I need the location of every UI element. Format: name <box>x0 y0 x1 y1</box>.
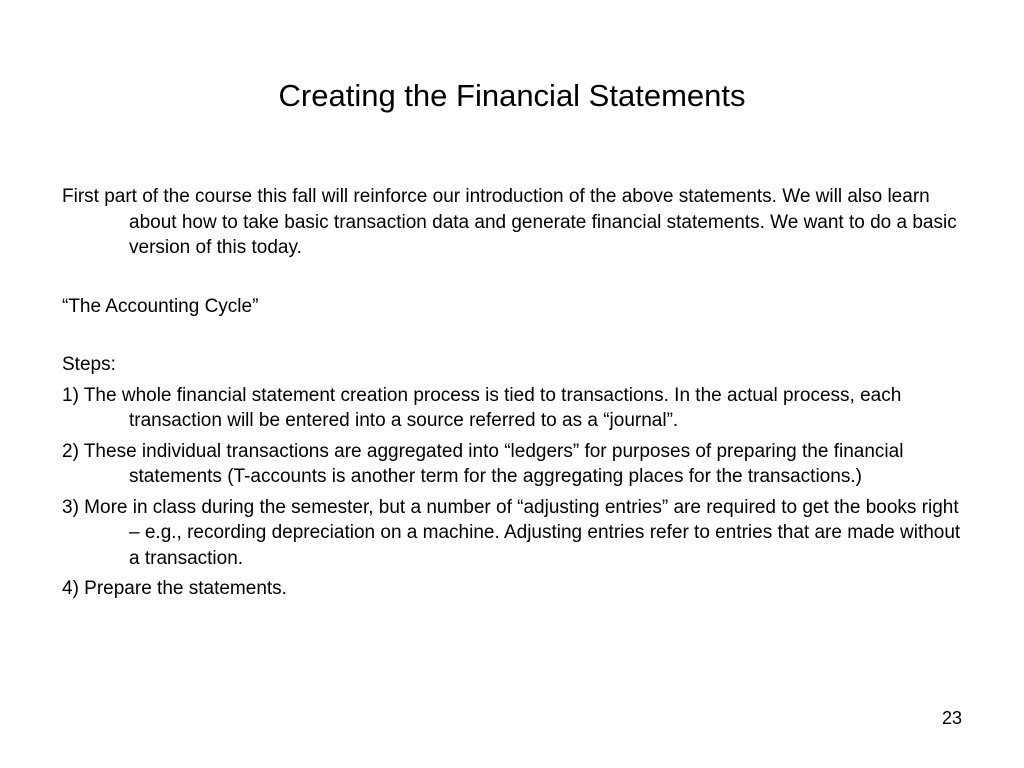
accounting-cycle-heading: “The Accounting Cycle” <box>62 295 259 317</box>
slide-body <box>62 184 962 602</box>
step-item-3: 3) More in class during the semester, but a number of “adjusting entries” are required to get the books right – e.g., recording depreciation on a machine. Adjusting entries refer to entries that are made without a transaction. <box>62 496 961 569</box>
step-item-1: 1) The whole financial statement creation process is tied to transactions. In the actual process, each transaction will be entered into a source referred to as a “journal”. <box>62 384 902 431</box>
step-item-4: 4) Prepare the statements. <box>62 578 287 599</box>
intro-paragraph: First part of the course this fall will reinforce our introduction of the above statements. We will also learn about how to take basic transaction data and generate financial statements. We want to do a basic version of this today. <box>62 186 957 258</box>
page-number: 23 <box>941 708 962 728</box>
steps-label: Steps: <box>62 354 116 375</box>
slide-title: Creating the Financial Statements <box>278 78 746 113</box>
step-item-2: 2) These individual transactions are aggregated into “ledgers” for purposes of preparing the financial statements (T-accounts is another term for the aggregating places for the transactions.) <box>62 440 904 487</box>
